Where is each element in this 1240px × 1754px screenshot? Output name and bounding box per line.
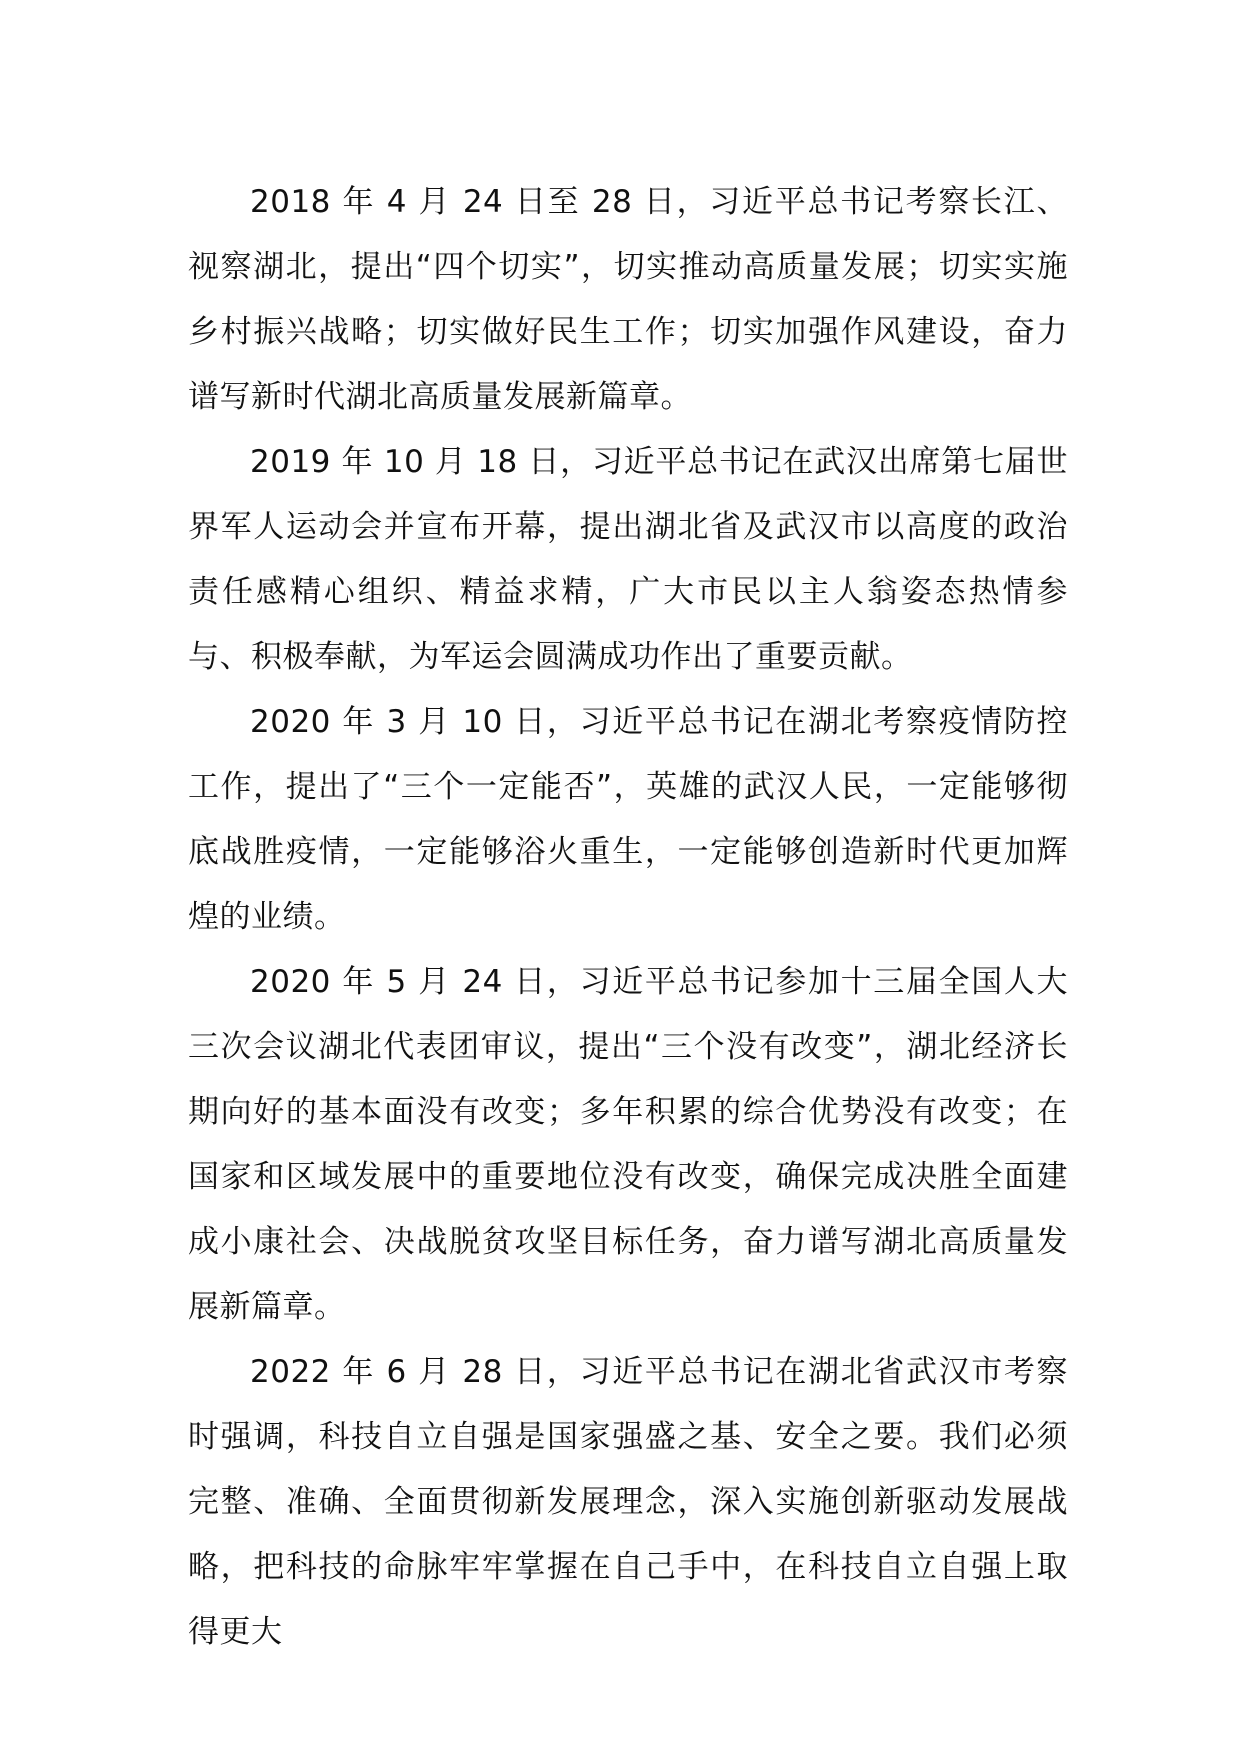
paragraph-2022-june-wuhan: 2022 年 6 月 28 日，习近平总书记在湖北省武汉市考察时强调，科技自立自强是国家强盛之基、安全之要。我们必须完整、准确、全面贯彻新发展理念，深入实施创新驱动发展战略，把科技的命脉牢牢掌握在自己手中，在科技自立自强上取得更大: [188, 1354, 1068, 1650]
paragraph-2018-inspection: 2018 年 4 月 24 日至 28 日，习近平总书记考察长江、视察湖北，提出“四个切实”，切实推动高质量发展；切实实施乡村振兴战略；切实做好民生工作；切实加强作风建设，奋力谱写新时代湖北高质量发展新篇章。: [188, 184, 1068, 415]
paragraph-2020-march-epidemic: 2020 年 3 月 10 日，习近平总书记在湖北考察疫情防控工作，提出了“三个一定能否”，英雄的武汉人民，一定能够彻底战胜疫情，一定能够浴火重生，一定能够创造新时代更加辉煌的业绩。: [188, 704, 1068, 935]
paragraph-2019-military-games: 2019 年 10 月 18 日，习近平总书记在武汉出席第七届世界军人运动会并宣布开幕，提出湖北省及武汉市以高度的政治责任感精心组织、精益求精，广大市民以主人翁姿态热情参与、积极奉献，为军运会圆满成功作出了重要贡献。: [188, 444, 1068, 675]
paragraph-2020-may-npc: 2020 年 5 月 24 日，习近平总书记参加十三届全国人大三次会议湖北代表团审议，提出“三个没有改变”，湖北经济长期向好的基本面没有改变；多年积累的综合优势没有改变；在国家和区域发展中的重要地位没有改变，确保完成决胜全面建成小康社会、决战脱贫攻坚目标任务，奋力谱写湖北高质量发展新篇章。: [188, 964, 1068, 1325]
document-body: [188, 170, 1068, 1665]
